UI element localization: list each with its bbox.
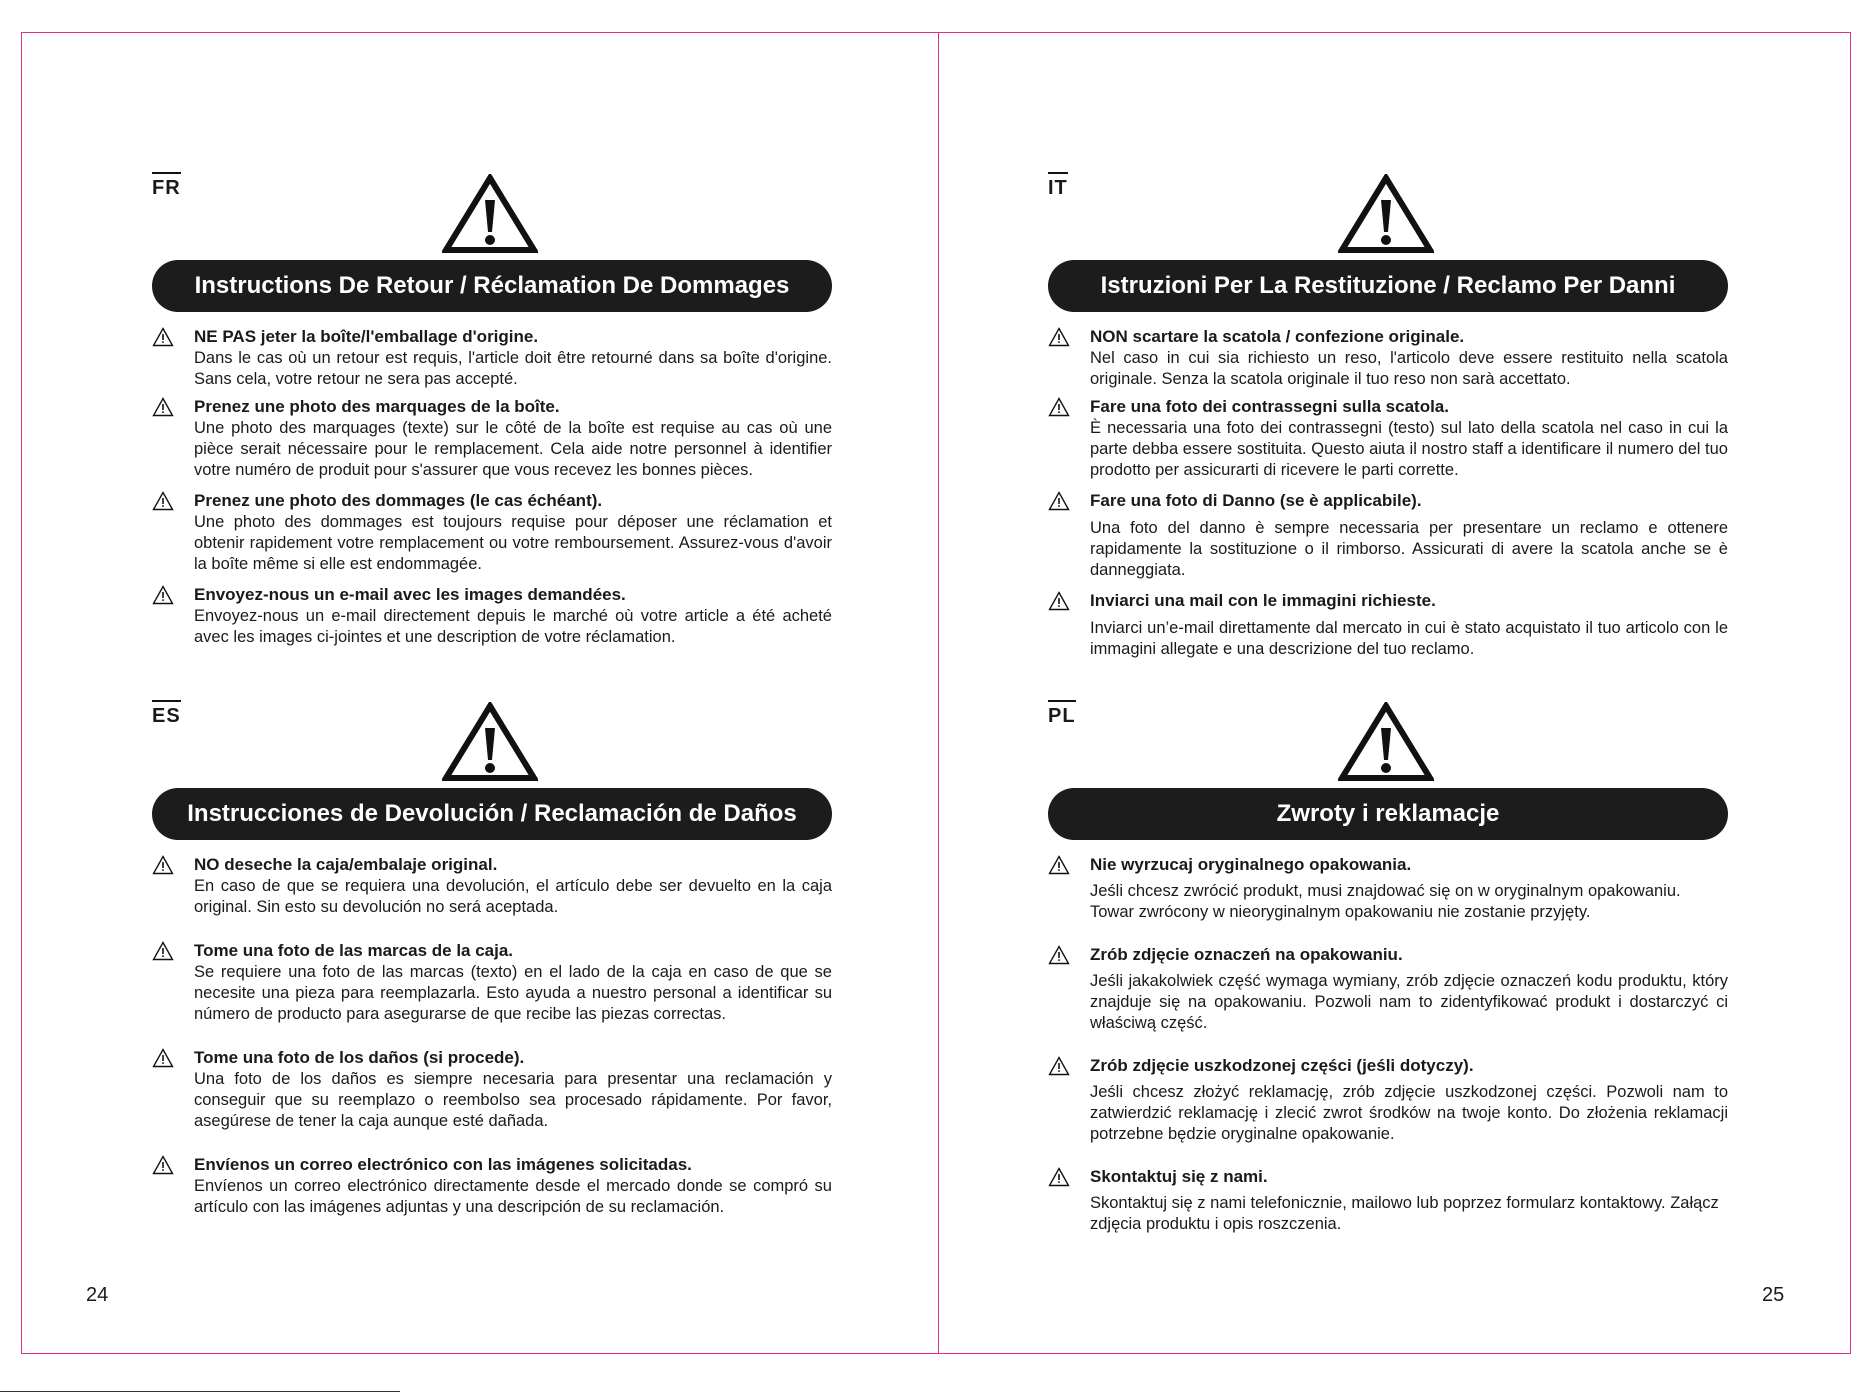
section-title: Instrucciones de Devolución / Reclamación de Daños bbox=[152, 788, 832, 840]
instruction-list bbox=[1048, 326, 1728, 660]
item-text: Une photo des dommages est toujours requise pour déposer une réclamation et obtenir rapidement votre remplacement ou votre remboursement. Assurez-vous d'avoir la boîte même si elle est endommagée. bbox=[194, 513, 832, 573]
item-heading: NO deseche la caja/embalaje original. bbox=[194, 855, 498, 874]
list-item bbox=[152, 854, 832, 918]
list-item bbox=[152, 490, 832, 575]
warning-icon bbox=[152, 1155, 174, 1175]
item-heading: Fare una foto di Danno (se è applicabile). bbox=[1090, 491, 1422, 510]
item-heading: Skontaktuj się z nami. bbox=[1090, 1167, 1268, 1186]
warning-icon bbox=[1048, 327, 1070, 347]
lang-code-es: ES bbox=[152, 700, 181, 726]
warning-icon bbox=[1048, 1056, 1070, 1076]
warning-icon bbox=[1338, 702, 1434, 782]
item-heading: Zrób zdjęcie uszkodzonej części (jeśli dotyczy). bbox=[1090, 1056, 1474, 1075]
item-heading: Envoyez-nous un e-mail avec les images demandées. bbox=[194, 585, 626, 604]
item-heading: NON scartare la scatola / confezione originale. bbox=[1090, 327, 1465, 346]
item-text: En caso de que se requiera una devolución, el artículo debe ser devuelto en la caja original. Sin esto su devolución no será aceptada. bbox=[194, 877, 832, 916]
warning-icon bbox=[152, 397, 174, 417]
page-divider bbox=[938, 32, 939, 1354]
warning-icon bbox=[1048, 1167, 1070, 1187]
lang-code-it: IT bbox=[1048, 172, 1068, 198]
list-item bbox=[152, 326, 832, 390]
list-item bbox=[1048, 490, 1728, 581]
warning-icon bbox=[1048, 397, 1070, 417]
section-title: Instructions De Retour / Réclamation De Dommages bbox=[152, 260, 832, 312]
list-item bbox=[1048, 944, 1728, 1034]
item-heading: Tome una foto de las marcas de la caja. bbox=[194, 941, 514, 960]
warning-icon bbox=[442, 702, 538, 782]
list-item bbox=[152, 396, 832, 481]
item-text: Envíenos un correo electrónico directamente desde el mercado donde se compró su artículo con las imágenes adjuntas y una descripción de su reclamación. bbox=[194, 1177, 832, 1216]
warning-icon bbox=[1048, 491, 1070, 511]
item-text: È necessaria una foto dei contrassegni (testo) sul lato della scatola nel caso in cui la parte debba essere sostituita. Questo aiuta il nostro staff a identificare il numero del tuo prodotto per assicurarti di ricevere le parti corrette. bbox=[1090, 419, 1728, 479]
item-text: Dans le cas où un retour est requis, l'article doit être retourné dans sa boîte d'origine. Sans cela, votre retour ne sera pas accepté. bbox=[194, 349, 832, 388]
warning-icon bbox=[152, 491, 174, 511]
warning-icon bbox=[152, 855, 174, 875]
item-heading: Zrób zdjęcie oznaczeń na opakowaniu. bbox=[1090, 945, 1403, 964]
list-item bbox=[1048, 1166, 1728, 1235]
item-heading: Prenez une photo des dommages (le cas échéant). bbox=[194, 491, 603, 510]
instruction-list bbox=[152, 854, 832, 1218]
list-item bbox=[1048, 326, 1728, 390]
item-text: Inviarci un’e-mail direttamente dal mercato in cui è stato acquistato il tuo articolo con le immagini allegate e una descrizione del tuo reclamo. bbox=[1090, 619, 1728, 658]
item-text: Skontaktuj się z nami telefonicznie, mailowo lub poprzez formularz kontaktowy. Załącz zdjęcia produktu i opis roszczenia. bbox=[1090, 1194, 1719, 1233]
lang-code-pl: PL bbox=[1048, 700, 1076, 726]
item-text: Jeśli chcesz złożyć reklamację, zrób zdjęcie uszkodzonej części. Pozwoli nam to zatwierdzić reklamację i zlecić zwrot środków na twoje konto. Do złożenia reklamacji potrzebne będzie oryginalne opakowanie. bbox=[1090, 1083, 1728, 1143]
page-number-right: 25 bbox=[1762, 1284, 1785, 1306]
instruction-list bbox=[1048, 854, 1728, 1235]
warning-icon bbox=[152, 327, 174, 347]
item-text: Une photo des marquages (texte) sur le côté de la boîte est requise au cas où une pièce serait nécessaire pour le remplacement. Cela aide notre personnel à identifier votre numéro de produit pour s'assurer que vous recevez les bonnes pièces. bbox=[194, 419, 832, 479]
item-heading: Nie wyrzucaj oryginalnego opakowania. bbox=[1090, 855, 1412, 874]
item-text: Jeśli chcesz zwrócić produkt, musi znajdować się on w oryginalnym opakowaniu. Towar zwrócony w nieoryginalnym opakowaniu nie zostanie przyjęty. bbox=[1090, 882, 1681, 921]
list-item bbox=[152, 940, 832, 1025]
item-text: Jeśli jakakolwiek część wymaga wymiany, zrób zdjęcie oznaczeń kodu produktu, który znajduje się na opakowaniu. Pozwoli nam to zidentyfikować produkt i dostarczyć ci właściwą część. bbox=[1090, 972, 1728, 1032]
warning-icon bbox=[1048, 855, 1070, 875]
page-number-left: 24 bbox=[86, 1284, 109, 1306]
warning-icon bbox=[442, 174, 538, 254]
item-heading: NE PAS jeter la boîte/l'emballage d'origine. bbox=[194, 327, 539, 346]
item-heading: Envíenos un correo electrónico con las imágenes solicitadas. bbox=[194, 1155, 692, 1174]
warning-icon bbox=[1048, 945, 1070, 965]
list-item bbox=[152, 1047, 832, 1132]
instruction-list bbox=[152, 326, 832, 648]
list-item bbox=[152, 1154, 832, 1218]
warning-icon bbox=[152, 941, 174, 961]
warning-icon bbox=[1048, 591, 1070, 611]
warning-icon bbox=[152, 1048, 174, 1068]
item-text: Una foto del danno è sempre necessaria per presentare un reclamo e ottenere rapidamente la sostituzione o il rimborso. Assicurati di avere la scatola anche se è danneggiata. bbox=[1090, 519, 1728, 579]
section-title: Istruzioni Per La Restituzione / Reclamo Per Danni bbox=[1048, 260, 1728, 312]
list-item bbox=[1048, 854, 1728, 923]
list-item bbox=[1048, 590, 1728, 660]
section-title: Zwroty i reklamacje bbox=[1048, 788, 1728, 840]
item-text: Nel caso in cui sia richiesto un reso, l'articolo deve essere restituito nella scatola originale. Senza la scatola originale il tuo reso non sarà accettato. bbox=[1090, 349, 1728, 388]
item-heading: Fare una foto dei contrassegni sulla scatola. bbox=[1090, 397, 1449, 416]
item-text: Una foto de los daños es siempre necesaria para presentar una reclamación y conseguir que su reemplazo o reembolso sea procesado rápidamente. Por favor, asegúrese de tener la caja aunque esté dañada. bbox=[194, 1070, 832, 1130]
list-item bbox=[152, 584, 832, 648]
item-heading: Prenez une photo des marquages de la boîte. bbox=[194, 397, 560, 416]
item-text: Se requiere una foto de las marcas (texto) en el lado de la caja en caso de que se necesite una pieza para reemplazarla. Esto ayuda a nuestro personal a identificar su número de producto para asegurarse de que recibe las piezas correctas. bbox=[194, 963, 832, 1023]
list-item bbox=[1048, 396, 1728, 481]
item-text: Envoyez-nous un e-mail directement depuis le marché où votre article a été acheté avec les images ci-jointes et une description de votre réclamation. bbox=[194, 607, 832, 646]
item-heading: Tome una foto de los daños (si procede). bbox=[194, 1048, 525, 1067]
warning-icon bbox=[1338, 174, 1434, 254]
warning-icon bbox=[152, 585, 174, 605]
lang-code-fr: FR bbox=[152, 172, 181, 198]
item-heading: Inviarci una mail con le immagini richieste. bbox=[1090, 591, 1436, 610]
list-item bbox=[1048, 1055, 1728, 1145]
